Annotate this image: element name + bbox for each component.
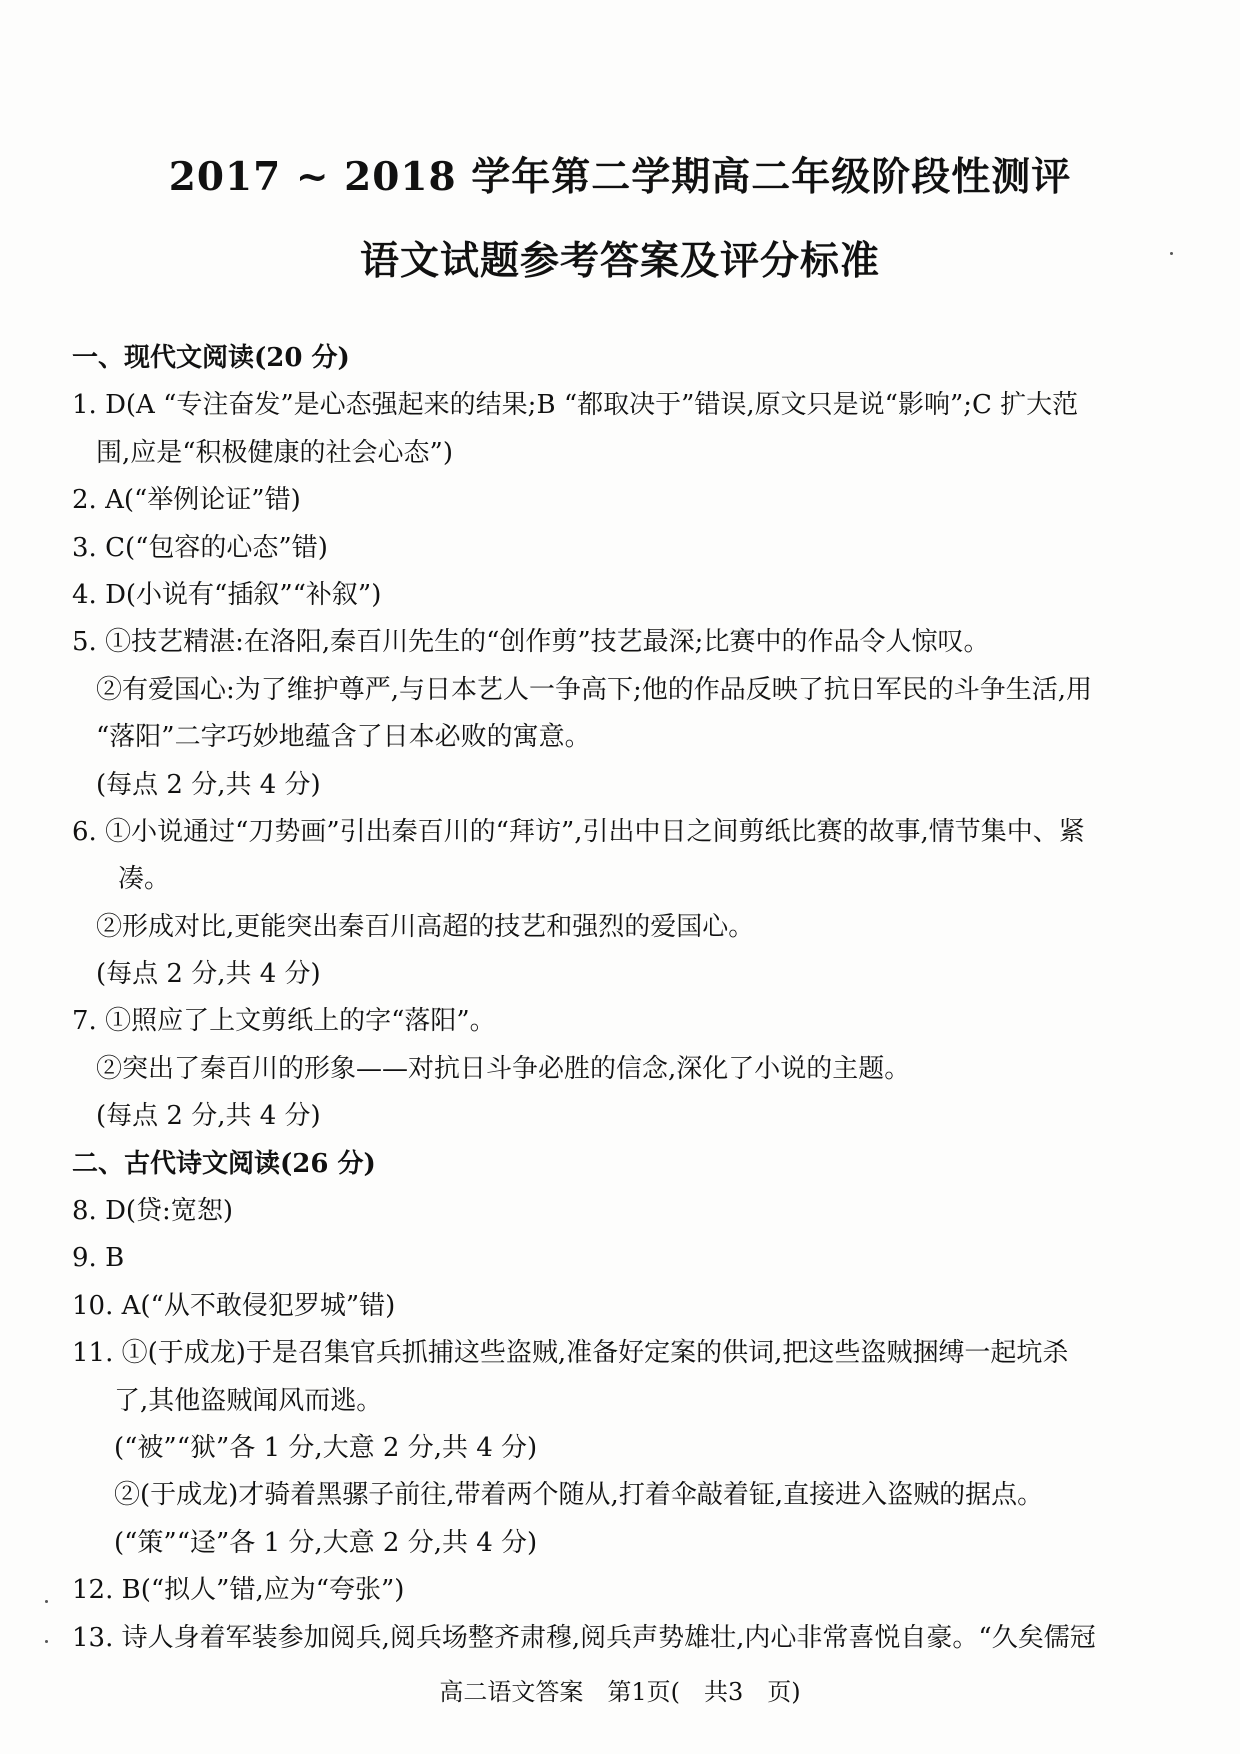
scan-speck [1170, 252, 1173, 255]
answer-subpoint: ②(于成龙)才骑着黑骡子前往,带着两个随从,打着伞敲着钲,直接进入盗贼的据点。 [114, 1480, 1044, 1511]
answer-item: 10. A(“从不敢侵犯罗城”错) [72, 1290, 396, 1321]
scan-speck [45, 1640, 48, 1643]
section-heading: 一、现代文阅读(20 分) [72, 343, 350, 373]
answer-item: 6. ①小说通过“刀势画”引出秦百川的“拜访”,引出中日之间剪纸比赛的故事,情节集中、紧 [72, 816, 1085, 847]
answer-item: 1. D(A “专注奋发”是心态强起来的结果;B “都取决于”错误,原文只是说“影响”;C 扩大范 [72, 390, 1079, 421]
answer-subpoint: (每点 2 分,共 4 分) [96, 959, 321, 990]
document-subtitle: 语文试题参考答案及评分标准 [359, 238, 880, 284]
scan-speck [45, 1600, 48, 1603]
answer-item: 9. B [72, 1243, 125, 1274]
document-title: 2017 ~ 2018 学年第二学期高二年级阶段性测评 [168, 154, 1072, 200]
answer-item: 8. D(贷:宽恕) [72, 1196, 233, 1227]
answer-subpoint: “落阳”二字巧妙地蕴含了日本必败的寓意。 [96, 722, 591, 753]
answer-item: 7. ①照应了上文剪纸上的字“落阳”。 [72, 1006, 496, 1037]
answer-continuation: 凑。 [118, 864, 171, 895]
answer-subpoint: ②有爱国心:为了维护尊严,与日本艺人一争高下;他的作品反映了抗日军民的斗争生活,用 [96, 674, 1093, 705]
answer-continuation: 了,其他盗贼闻风而逃。 [114, 1385, 383, 1416]
answer-body [72, 335, 1182, 1662]
answer-item: 12. B(“拟人”错,应为“夸张”) [72, 1575, 405, 1606]
answer-subpoint: (“被”“狱”各 1 分,大意 2 分,共 4 分) [114, 1432, 538, 1463]
answer-subpoint: ②形成对比,更能突出秦百川高超的技艺和强烈的爱国心。 [96, 911, 755, 942]
page-footer: 高二语文答案 第1页( 共3 页) [439, 1678, 801, 1706]
answer-item: 13. 诗人身着军装参加阅兵,阅兵场整齐肃穆,阅兵声势雄壮,内心非常喜悦自豪。“久矣儒冠 [72, 1622, 1096, 1653]
answer-subpoint: (每点 2 分,共 4 分) [96, 1101, 321, 1132]
answer-subpoint: (“策”“迳”各 1 分,大意 2 分,共 4 分) [114, 1527, 538, 1558]
section-heading: 二、古代诗文阅读(26 分) [72, 1148, 376, 1179]
answer-item: 3. C(“包容的心态”错) [72, 532, 328, 563]
answer-item: 2. A(“举例论证”错) [72, 485, 301, 516]
answer-item: 4. D(小说有“插叙”“补叙”) [72, 579, 382, 610]
answer-subpoint: ②突出了秦百川的形象——对抗日斗争必胜的信念,深化了小说的主题。 [96, 1053, 911, 1084]
answer-item: 11. ①(于成龙)于是召集官兵抓捕这些盗贼,准备好定案的供词,把这些盗贼捆缚一起坑杀 [72, 1338, 1069, 1369]
answer-subpoint: (每点 2 分,共 4 分) [96, 769, 321, 800]
answer-item: 5. ①技艺精湛:在洛阳,秦百川先生的“创作剪”技艺最深;比赛中的作品令人惊叹。 [72, 627, 990, 658]
answer-continuation: 围,应是“积极健康的社会心态”) [96, 437, 453, 468]
